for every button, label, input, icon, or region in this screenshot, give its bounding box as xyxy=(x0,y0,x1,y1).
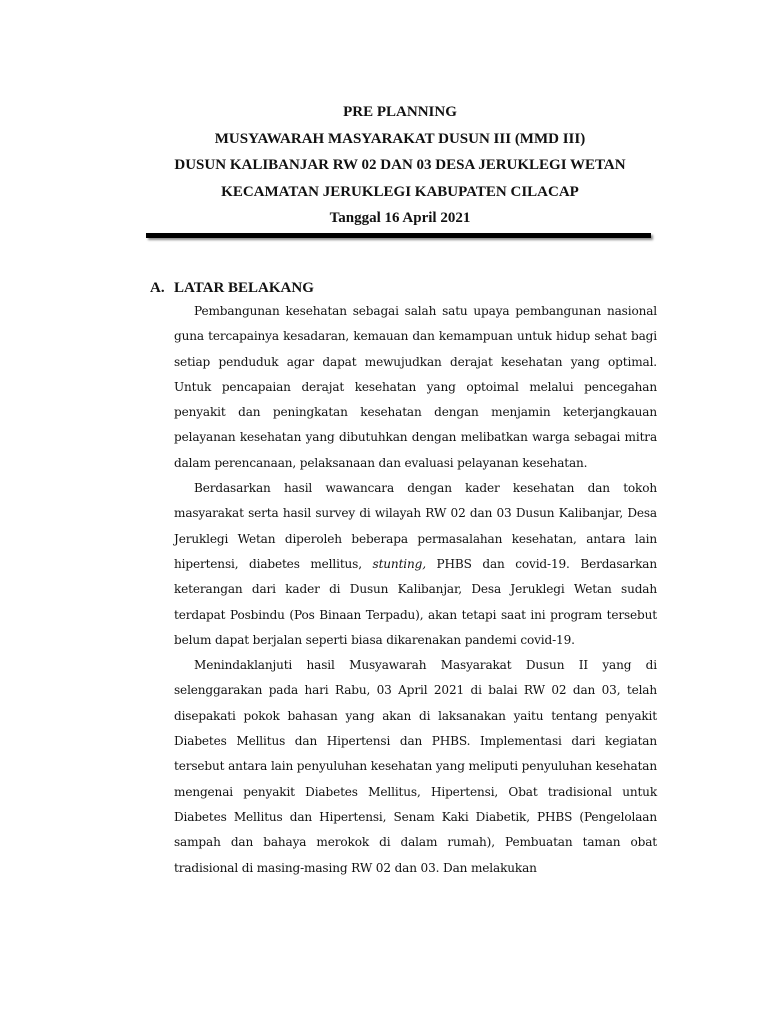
header-title: PRE PLANNING xyxy=(343,104,457,120)
paragraph-3: Menindaklanjuti hasil Musyawarah Masyarakat Dusun II yang di selenggarakan pada hari Rabu, 03 April 2021 di balai RW 02 dan 03, telah disepakati pokok bahasan yang akan di laksanakan yaitu tentang penyakit Diabetes Mellitus dan Hipertensi dan PHBS. Implementasi dari kegiatan tersebut antara lain penyuluhan kesehatan yang meliputi penyuluhan kesehatan mengenai penyakit Diabetes Mellitus, Hipertensi, Obat tradisional untuk Diabetes Mellitus dan Hipertensi, Senam Kaki Diabetik, PHBS (Pengelolaan sampah dan bahaya merokok di dalam rumah), Pembuatan taman obat tradisional di masing-masing RW 02 dan 03. Dan melakukan xyxy=(174,658,657,875)
header-event: MUSYAWARAH MASYARAKAT DUSUN III (MMD III) xyxy=(214,130,586,147)
paragraph-2-italic-term: stunting, xyxy=(372,556,426,571)
paragraph-1: Pembangunan kesehatan sebagai salah satu upaya pembangunan nasional guna tercapainya kesadaran, kemauan dan kemampuan untuk hidup sehat bagi setiap penduduk agar dapat mewujudkan derajat kesehatan yang optimal. Untuk pencapaian derajat kesehatan yang optoimal melalui pencegahan penyakit dan peningkatan kesehatan dengan menjamin keterjangkauan pelayanan kesehatan yang dibutuhkan dengan melibatkan warga sebagai mitra dalam perencanaan, pelaksanaan dan evaluasi pelayanan kesehatan. xyxy=(174,304,657,470)
header-date: Tanggal 16 April 2021 xyxy=(329,210,471,226)
section-number: A. xyxy=(150,280,165,296)
header-location: DUSUN KALIBANJAR RW 02 DAN 03 DESA JERUKLEGI WETAN xyxy=(174,157,626,173)
paragraph-2 xyxy=(174,476,657,653)
document-header xyxy=(100,99,700,232)
section-title: LATAR BELAKANG xyxy=(174,280,314,296)
paragraph-2-text-b: PHBS dan covid-19. Berdasarkan keterangan dari kader di Dusun Kalibanjar, Desa Jeruklegi Wetan sudah terdapat Posbindu (Pos Binaan Terpadu), akan tetapi saat ini program tersebut belum dapat berjalan seperti biasa dikarenakan pandemi covid-19. xyxy=(174,556,657,647)
paragraph-2-text-a: Berdasarkan hasil wawancara dengan kader kesehatan dan tokoh masyarakat serta hasil survey di wilayah RW 02 dan 03 Dusun Kalibanjar, Desa Jeruklegi Wetan diperoleh beberapa permasalahan kesehatan, antara lain hipertensi, diabetes mellitus, xyxy=(174,481,657,571)
section-heading xyxy=(150,277,314,299)
header-district: KECAMATAN JERUKLEGI KABUPATEN CILACAP xyxy=(221,183,579,200)
header-divider xyxy=(146,233,651,238)
section-body xyxy=(174,299,657,881)
